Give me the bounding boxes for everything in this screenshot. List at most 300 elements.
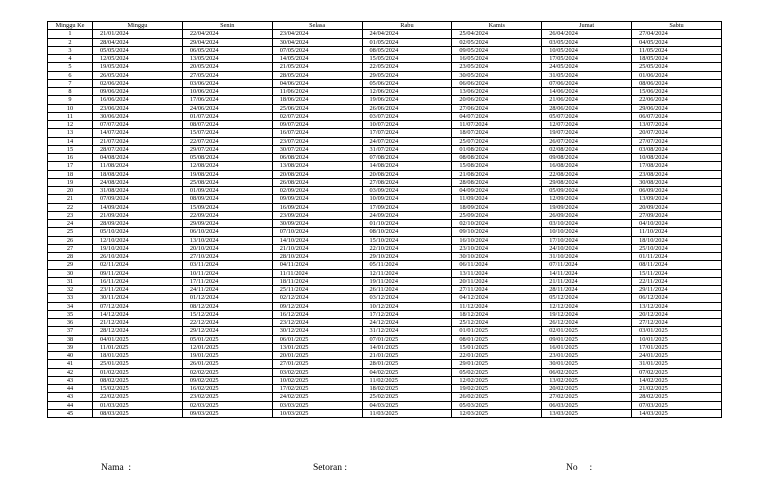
setoran-label: Setoran :: [313, 463, 348, 473]
date-cell: 23/11/2024: [93, 286, 183, 294]
date-cell: 27/12/2024: [632, 319, 722, 327]
week-number-cell: 21: [48, 195, 93, 203]
date-cell: 21/06/2024: [542, 96, 632, 104]
week-number-cell: 27: [48, 244, 93, 252]
date-cell: 17/05/2024: [542, 55, 632, 63]
week-number-cell: 10: [48, 104, 93, 112]
table-row: [48, 104, 722, 112]
date-cell: 31/10/2024: [542, 253, 632, 261]
date-cell: 03/03/2025: [272, 401, 362, 409]
date-cell: 03/07/2024: [362, 112, 452, 120]
date-cell: 12/03/2025: [452, 409, 542, 417]
table-row: [48, 38, 722, 46]
date-cell: 21/07/2024: [93, 137, 183, 145]
date-cell: 23/01/2025: [542, 352, 632, 360]
week-number-cell: 38: [48, 335, 93, 343]
table-row: [48, 294, 722, 302]
date-cell: 24/04/2024: [362, 30, 452, 38]
date-cell: 17/09/2024: [362, 203, 452, 211]
date-cell: 04/10/2024: [632, 220, 722, 228]
table-row: [48, 269, 722, 277]
date-cell: 01/11/2024: [632, 253, 722, 261]
date-cell: 28/01/2025: [362, 360, 452, 368]
week-number-cell: 30: [48, 269, 93, 277]
date-cell: 06/02/2025: [542, 368, 632, 376]
date-cell: 12/09/2024: [542, 195, 632, 203]
weekly-date-table: [47, 21, 722, 418]
date-cell: 04/08/2024: [93, 154, 183, 162]
header-sunday: Minggu: [93, 22, 183, 30]
date-cell: 08/07/2024: [182, 121, 272, 129]
date-cell: 10/02/2025: [272, 376, 362, 384]
date-cell: 18/06/2024: [272, 96, 362, 104]
date-cell: 23/10/2024: [452, 244, 542, 252]
week-number-cell: 11: [48, 112, 93, 120]
date-cell: 20/08/2024: [362, 170, 452, 178]
date-cell: 25/02/2025: [362, 393, 452, 401]
week-number-cell: 44: [48, 385, 93, 393]
date-cell: 04/02/2025: [362, 368, 452, 376]
date-cell: 01/08/2024: [452, 145, 542, 153]
date-cell: 02/09/2024: [272, 187, 362, 195]
date-cell: 07/09/2024: [93, 195, 183, 203]
date-cell: 22/05/2024: [362, 63, 452, 71]
date-cell: 10/06/2024: [182, 88, 272, 96]
date-cell: 19/07/2024: [542, 129, 632, 137]
date-cell: 20/05/2024: [182, 63, 272, 71]
date-cell: 15/07/2024: [182, 129, 272, 137]
date-cell: 30/08/2024: [632, 178, 722, 186]
date-cell: 01/10/2024: [362, 220, 452, 228]
table-row: [48, 220, 722, 228]
date-cell: 08/12/2024: [182, 302, 272, 310]
date-cell: 25/08/2024: [182, 178, 272, 186]
date-cell: 13/11/2024: [452, 269, 542, 277]
date-cell: 09/06/2024: [93, 88, 183, 96]
date-cell: 19/01/2025: [182, 352, 272, 360]
date-cell: 08/03/2025: [93, 409, 183, 417]
week-number-cell: 26: [48, 236, 93, 244]
date-cell: 09/07/2024: [272, 121, 362, 129]
date-cell: 06/08/2024: [272, 154, 362, 162]
week-number-cell: 3: [48, 46, 93, 54]
table-row: [48, 327, 722, 335]
date-cell: 03/01/2025: [632, 327, 722, 335]
date-cell: 08/01/2025: [452, 335, 542, 343]
date-cell: 26/09/2024: [542, 211, 632, 219]
date-cell: 14/10/2024: [272, 236, 362, 244]
date-cell: 25/01/2025: [93, 360, 183, 368]
date-cell: 12/02/2025: [452, 376, 542, 384]
date-cell: 11/07/2024: [452, 121, 542, 129]
date-cell: 02/03/2025: [182, 401, 272, 409]
date-cell: 19/05/2024: [93, 63, 183, 71]
date-cell: 17/06/2024: [182, 96, 272, 104]
date-cell: 20/10/2024: [182, 244, 272, 252]
date-cell: 25/09/2024: [452, 211, 542, 219]
date-cell: 22/06/2024: [632, 96, 722, 104]
date-cell: 01/12/2024: [182, 294, 272, 302]
date-cell: 14/01/2025: [362, 343, 452, 351]
date-cell: 17/10/2024: [542, 236, 632, 244]
table-row: [48, 96, 722, 104]
week-number-cell: 18: [48, 170, 93, 178]
date-cell: 29/01/2025: [452, 360, 542, 368]
header-monday: Senin: [182, 22, 272, 30]
week-number-cell: 43: [48, 376, 93, 384]
table-row: [48, 335, 722, 343]
date-cell: 08/05/2024: [362, 46, 452, 54]
table-row: [48, 55, 722, 63]
date-cell: 19/09/2024: [542, 203, 632, 211]
date-cell: 25/12/2024: [452, 319, 542, 327]
table-row: [48, 46, 722, 54]
date-cell: 28/05/2024: [272, 71, 362, 79]
date-cell: 19/06/2024: [362, 96, 452, 104]
date-cell: 08/08/2024: [452, 154, 542, 162]
date-cell: 11/01/2025: [93, 343, 183, 351]
date-cell: 24/02/2025: [272, 393, 362, 401]
table-row: [48, 170, 722, 178]
date-cell: 21/01/2025: [362, 352, 452, 360]
date-cell: 25/06/2024: [272, 104, 362, 112]
date-cell: 19/12/2024: [542, 310, 632, 318]
table-body: [48, 30, 722, 418]
date-cell: 30/05/2024: [452, 71, 542, 79]
week-number-cell: 13: [48, 129, 93, 137]
date-cell: 11/02/2025: [362, 376, 452, 384]
date-cell: 28/07/2024: [93, 145, 183, 153]
date-cell: 12/07/2024: [542, 121, 632, 129]
date-cell: 04/01/2025: [93, 335, 183, 343]
table-row: [48, 376, 722, 384]
date-cell: 06/06/2024: [452, 79, 542, 87]
date-cell: 28/08/2024: [452, 178, 542, 186]
table-row: [48, 236, 722, 244]
date-cell: 27/04/2024: [632, 30, 722, 38]
date-cell: 06/12/2024: [632, 294, 722, 302]
table-row: [48, 253, 722, 261]
table-row: [48, 112, 722, 120]
table-row: [48, 79, 722, 87]
date-cell: 25/10/2024: [632, 244, 722, 252]
date-cell: 10/05/2024: [542, 46, 632, 54]
date-cell: 25/05/2024: [632, 63, 722, 71]
date-cell: 01/07/2024: [182, 112, 272, 120]
week-number-cell: 2: [48, 38, 93, 46]
date-cell: 11/09/2024: [452, 195, 542, 203]
date-cell: 03/12/2024: [362, 294, 452, 302]
week-number-cell: 28: [48, 253, 93, 261]
week-number-cell: 19: [48, 178, 93, 186]
date-cell: 22/07/2024: [182, 137, 272, 145]
week-number-cell: 36: [48, 319, 93, 327]
date-cell: 29/06/2024: [632, 104, 722, 112]
date-cell: 09/08/2024: [542, 154, 632, 162]
date-cell: 14/05/2024: [272, 55, 362, 63]
table-row: [48, 261, 722, 269]
date-cell: 09/05/2024: [452, 46, 542, 54]
header-thursday: Kamis: [452, 22, 542, 30]
date-cell: 14/08/2024: [362, 162, 452, 170]
date-cell: 16/08/2024: [542, 162, 632, 170]
week-number-cell: 41: [48, 360, 93, 368]
header-wednesday: Rabu: [362, 22, 452, 30]
date-cell: 17/02/2025: [272, 385, 362, 393]
week-number-cell: 4: [48, 55, 93, 63]
date-cell: 24/12/2024: [362, 319, 452, 327]
date-cell: 16/09/2024: [272, 203, 362, 211]
date-cell: 22/04/2024: [182, 30, 272, 38]
date-cell: 07/05/2024: [272, 46, 362, 54]
date-cell: 13/07/2024: [632, 121, 722, 129]
date-cell: 20/07/2024: [632, 129, 722, 137]
table-row: [48, 88, 722, 96]
date-cell: 10/09/2024: [362, 195, 452, 203]
date-cell: 21/12/2024: [93, 319, 183, 327]
date-cell: 02/05/2024: [452, 38, 542, 46]
date-cell: 24/06/2024: [182, 104, 272, 112]
date-cell: 26/10/2024: [93, 253, 183, 261]
date-cell: 07/07/2024: [93, 121, 183, 129]
date-cell: 11/08/2024: [93, 162, 183, 170]
date-cell: 11/12/2024: [452, 302, 542, 310]
date-cell: 19/08/2024: [182, 170, 272, 178]
date-cell: 03/10/2024: [542, 220, 632, 228]
date-cell: 21/08/2024: [452, 170, 542, 178]
date-cell: 30/01/2025: [542, 360, 632, 368]
table-row: [48, 129, 722, 137]
date-cell: 12/10/2024: [93, 236, 183, 244]
date-cell: 07/02/2025: [632, 368, 722, 376]
date-cell: 03/09/2024: [362, 187, 452, 195]
date-cell: 01/05/2024: [362, 38, 452, 46]
date-cell: 05/09/2024: [542, 187, 632, 195]
date-cell: 27/10/2024: [182, 253, 272, 261]
date-cell: 26/02/2025: [452, 393, 542, 401]
week-number-cell: 9: [48, 96, 93, 104]
week-number-cell: 6: [48, 71, 93, 79]
week-number-cell: 12: [48, 121, 93, 129]
date-cell: 24/10/2024: [542, 244, 632, 252]
table-row: [48, 286, 722, 294]
date-cell: 15/02/2025: [93, 385, 183, 393]
week-number-cell: 31: [48, 277, 93, 285]
date-cell: 03/06/2024: [182, 79, 272, 87]
date-cell: 23/04/2024: [272, 30, 362, 38]
week-number-cell: 29: [48, 261, 93, 269]
date-cell: 30/11/2024: [93, 294, 183, 302]
date-cell: 31/07/2024: [362, 145, 452, 153]
date-cell: 18/07/2024: [452, 129, 542, 137]
table-row: [48, 203, 722, 211]
date-cell: 06/10/2024: [182, 228, 272, 236]
table-row: [48, 409, 722, 417]
date-cell: 04/09/2024: [452, 187, 542, 195]
date-cell: 27/07/2024: [632, 137, 722, 145]
date-cell: 07/03/2025: [632, 401, 722, 409]
date-cell: 08/09/2024: [182, 195, 272, 203]
date-cell: 28/02/2025: [632, 393, 722, 401]
date-cell: 17/08/2024: [632, 162, 722, 170]
date-cell: 26/05/2024: [93, 71, 183, 79]
date-cell: 13/01/2025: [272, 343, 362, 351]
table-row: [48, 137, 722, 145]
date-cell: 17/01/2025: [632, 343, 722, 351]
header-row: [48, 22, 722, 30]
date-cell: 18/01/2025: [93, 352, 183, 360]
date-cell: 01/02/2025: [93, 368, 183, 376]
date-cell: 20/12/2024: [632, 310, 722, 318]
table-row: [48, 145, 722, 153]
table-row: [48, 302, 722, 310]
date-cell: 26/07/2024: [542, 137, 632, 145]
date-cell: 22/08/2024: [542, 170, 632, 178]
date-cell: 25/11/2024: [272, 286, 362, 294]
date-cell: 29/09/2024: [182, 220, 272, 228]
no-label: No :: [566, 463, 593, 473]
date-cell: 02/06/2024: [93, 79, 183, 87]
date-cell: 05/10/2024: [93, 228, 183, 236]
date-cell: 24/01/2025: [632, 352, 722, 360]
header-week-number: Minggu Ke: [48, 22, 93, 30]
date-cell: 20/08/2024: [272, 170, 362, 178]
table-row: [48, 401, 722, 409]
date-cell: 05/05/2024: [93, 46, 183, 54]
date-cell: 21/09/2024: [93, 211, 183, 219]
date-cell: 13/10/2024: [182, 236, 272, 244]
date-cell: 12/01/2025: [182, 343, 272, 351]
date-cell: 28/04/2024: [93, 38, 183, 46]
week-number-cell: 44: [48, 401, 93, 409]
date-cell: 20/01/2025: [272, 352, 362, 360]
date-cell: 18/11/2024: [272, 277, 362, 285]
date-cell: 15/05/2024: [362, 55, 452, 63]
date-cell: 22/10/2024: [362, 244, 452, 252]
date-cell: 27/02/2025: [542, 393, 632, 401]
date-cell: 11/03/2025: [362, 409, 452, 417]
date-cell: 28/09/2024: [93, 220, 183, 228]
date-cell: 23/06/2024: [93, 104, 183, 112]
week-number-cell: 45: [48, 409, 93, 417]
date-cell: 22/01/2025: [452, 352, 542, 360]
table-row: [48, 277, 722, 285]
date-cell: 05/12/2024: [542, 294, 632, 302]
date-cell: 09/10/2024: [452, 228, 542, 236]
table-row: [48, 385, 722, 393]
date-cell: 04/07/2024: [452, 112, 542, 120]
date-cell: 29/07/2024: [182, 145, 272, 153]
date-cell: 30/06/2024: [93, 112, 183, 120]
week-number-cell: 32: [48, 286, 93, 294]
week-number-cell: 14: [48, 137, 93, 145]
date-cell: 05/02/2025: [452, 368, 542, 376]
date-cell: 22/09/2024: [182, 211, 272, 219]
date-cell: 10/08/2024: [632, 154, 722, 162]
date-cell: 01/01/2025: [452, 327, 542, 335]
date-cell: 29/04/2024: [182, 38, 272, 46]
date-cell: 20/06/2024: [452, 96, 542, 104]
date-cell: 06/11/2024: [452, 261, 542, 269]
date-cell: 28/11/2024: [542, 286, 632, 294]
date-cell: 03/11/2024: [182, 261, 272, 269]
date-cell: 14/06/2024: [542, 88, 632, 96]
date-cell: 09/01/2025: [542, 335, 632, 343]
date-cell: 04/06/2024: [272, 79, 362, 87]
date-cell: 08/06/2024: [632, 79, 722, 87]
date-cell: 13/02/2025: [542, 376, 632, 384]
date-cell: 21/02/2025: [632, 385, 722, 393]
date-cell: 02/10/2024: [452, 220, 542, 228]
date-cell: 27/05/2024: [182, 71, 272, 79]
date-cell: 10/01/2025: [632, 335, 722, 343]
date-cell: 30/10/2024: [452, 253, 542, 261]
week-number-cell: 7: [48, 79, 93, 87]
date-cell: 28/06/2024: [542, 104, 632, 112]
week-number-cell: 23: [48, 211, 93, 219]
date-cell: 17/11/2024: [182, 277, 272, 285]
date-cell: 12/06/2024: [362, 88, 452, 96]
date-cell: 26/06/2024: [362, 104, 452, 112]
date-cell: 18/02/2025: [362, 385, 452, 393]
date-cell: 31/12/2024: [362, 327, 452, 335]
date-cell: 26/12/2024: [542, 319, 632, 327]
date-cell: 18/09/2024: [452, 203, 542, 211]
week-number-cell: 33: [48, 294, 93, 302]
date-cell: 11/05/2024: [632, 46, 722, 54]
date-cell: 30/07/2024: [272, 145, 362, 153]
date-cell: 06/03/2025: [542, 401, 632, 409]
table-row: [48, 162, 722, 170]
week-number-cell: 22: [48, 203, 93, 211]
date-cell: 06/09/2024: [632, 187, 722, 195]
date-cell: 10/12/2024: [362, 302, 452, 310]
date-cell: 13/05/2024: [182, 55, 272, 63]
date-cell: 17/12/2024: [362, 310, 452, 318]
date-cell: 21/05/2024: [272, 63, 362, 71]
table-row: [48, 368, 722, 376]
date-cell: 08/02/2025: [93, 376, 183, 384]
header-friday: Jumat: [542, 22, 632, 30]
date-cell: 07/11/2024: [542, 261, 632, 269]
date-cell: 16/05/2024: [452, 55, 542, 63]
table-row: [48, 352, 722, 360]
date-cell: 01/03/2025: [93, 401, 183, 409]
week-number-cell: 37: [48, 327, 93, 335]
date-cell: 14/09/2024: [93, 203, 183, 211]
date-cell: 24/07/2024: [362, 137, 452, 145]
date-cell: 06/07/2024: [632, 112, 722, 120]
date-cell: 29/10/2024: [362, 253, 452, 261]
date-cell: 08/11/2024: [632, 261, 722, 269]
date-cell: 21/11/2024: [542, 277, 632, 285]
date-cell: 13/03/2025: [542, 409, 632, 417]
week-number-cell: 8: [48, 88, 93, 96]
date-cell: 28/10/2024: [272, 253, 362, 261]
date-cell: 28/12/2024: [93, 327, 183, 335]
date-cell: 03/05/2024: [542, 38, 632, 46]
date-cell: 05/06/2024: [362, 79, 452, 87]
date-cell: 16/06/2024: [93, 96, 183, 104]
table-row: [48, 310, 722, 318]
date-cell: 21/01/2024: [93, 30, 183, 38]
date-cell: 29/11/2024: [632, 286, 722, 294]
date-cell: 30/12/2024: [272, 327, 362, 335]
date-cell: 27/06/2024: [452, 104, 542, 112]
week-number-cell: 25: [48, 228, 93, 236]
date-cell: 05/07/2024: [542, 112, 632, 120]
date-cell: 23/07/2024: [272, 137, 362, 145]
